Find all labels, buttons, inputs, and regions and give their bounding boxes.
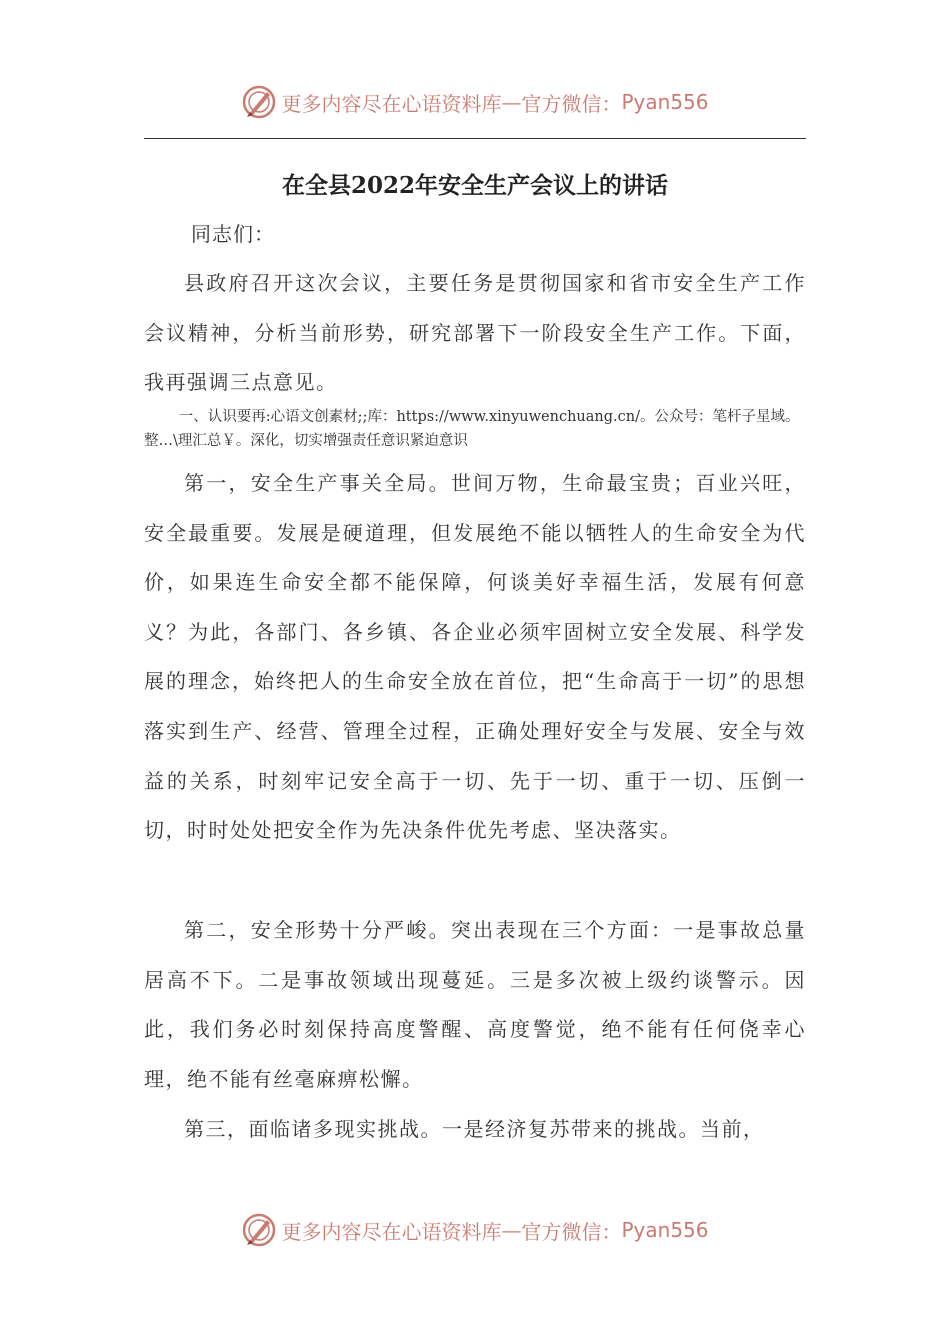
banner-contact-label: 官方微信： bbox=[521, 91, 622, 116]
pen-circle-logo-icon bbox=[241, 1212, 277, 1248]
banner-brand-text: 更多内容尽在心语资料库 bbox=[281, 91, 502, 116]
banner-brand-text: 更多内容尽在心语资料库 bbox=[281, 1219, 502, 1244]
header-divider bbox=[144, 138, 806, 139]
paragraph-intro: 县政府召开这次会议，主要任务是贯彻国家和省市安全生产工作会议精神，分析当前形势，研究部署下一阶段安全生产工作。下面，我再强调三点意见。 bbox=[144, 271, 806, 395]
banner-contact-label: 官方微信： bbox=[521, 1219, 622, 1244]
paragraph-second-point: 第二，安全形势十分严峻。突出表现在三个方面：一是事故总量居高不下。二是事故领域出现蔓延。三是多次被上级约谈警示。因此，我们务必时刻保持高度警醒、高度警觉，绝不能有任何侥幸心理，绝不能有丝毫麻痹松懈。 bbox=[144, 918, 806, 1091]
header-banner bbox=[0, 82, 950, 122]
footer-banner bbox=[0, 1210, 950, 1250]
greeting: 同志们： bbox=[191, 222, 275, 246]
section-note: 一、认识要再:心语文创素材;;库：https://www.xinyuwenchuang.cn/。公众号：笔杆子星域。整…\理汇总￥。深化，切实增强责任意识紧迫意识 bbox=[144, 409, 800, 449]
paragraph-third-point: 第三，面临诸多现实挑战。一是经济复苏带来的挑战。当前， bbox=[184, 1117, 765, 1141]
banner-contact-id: Pyan556 bbox=[621, 90, 709, 114]
banner-separator: — bbox=[501, 1218, 522, 1242]
pen-circle-logo-icon bbox=[241, 84, 277, 120]
banner-separator: — bbox=[501, 90, 522, 114]
paragraph-first-point: 第一，安全生产事关全局。世间万物，生命最宝贵；百业兴旺，安全最重要。发展是硬道理，但发展绝不能以牺牲人的生命安全为代价，如果连生命安全都不能保障，何谈美好幸福生活，发展有何意义？为此，各部门、各乡镇、各企业必须牢固树立安全发展、科学发展的理念，始终把人的生命安全放在首位，把“生命高于一切”的思想落实到生产、经营、管理全过程，正确处理好安全与发展、安全与效益的关系，时刻牢记安全高于一切、先于一切、重于一切、压倒一切，时时处处把安全作为先决条件优先考虑、坚决落实。 bbox=[144, 471, 806, 843]
banner-contact-id: Pyan556 bbox=[621, 1218, 709, 1242]
document-title: 在全县2022年安全生产会议上的讲话 bbox=[281, 172, 668, 199]
